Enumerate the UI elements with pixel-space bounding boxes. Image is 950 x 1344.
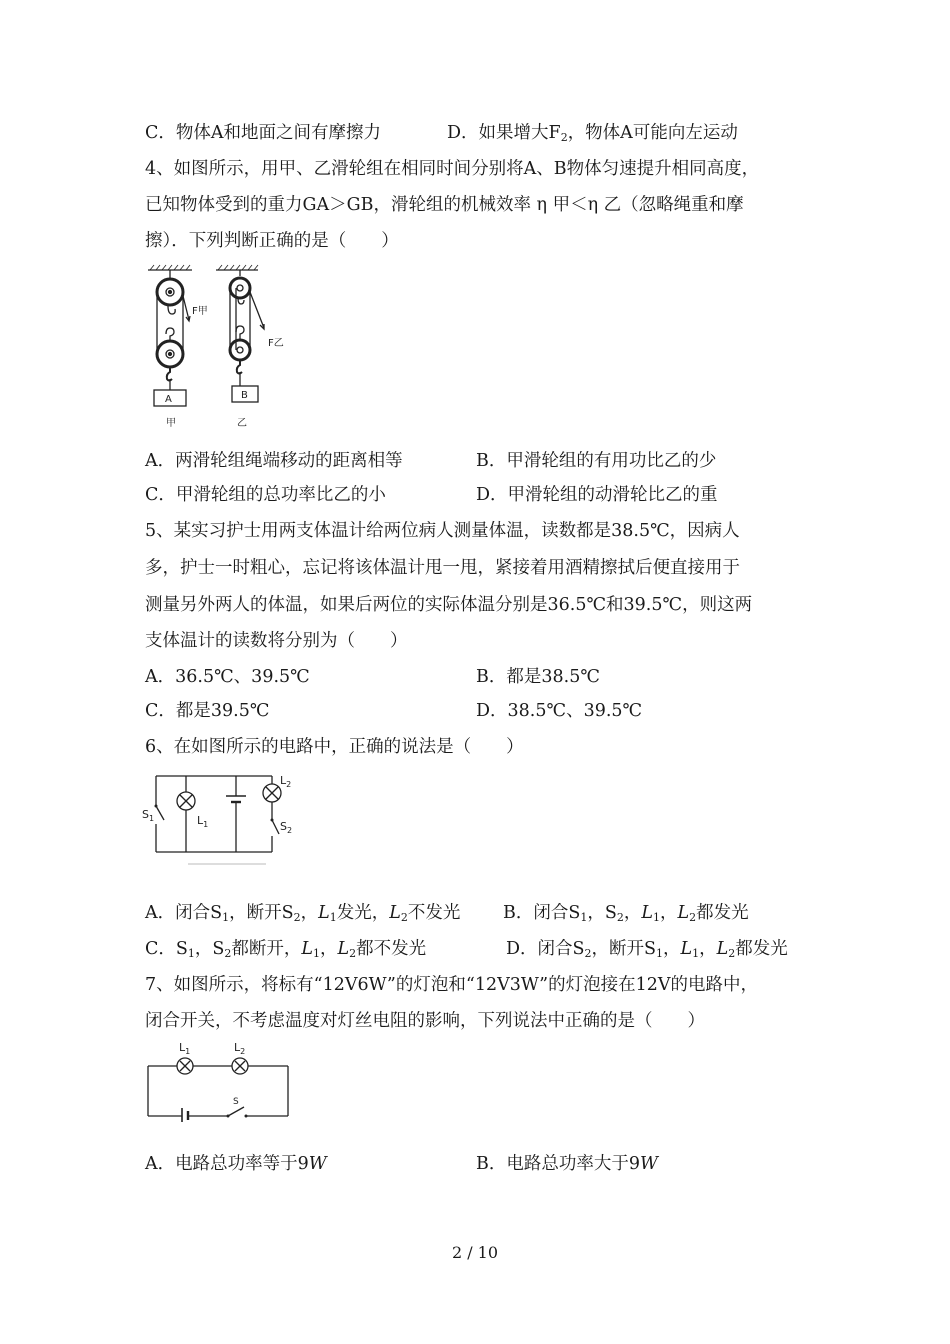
q4-stem-line-2: 已知物体受到的重力GA＞GB，滑轮组的机械效率 η 甲＜η 乙（忽略绳重和摩: [145, 195, 744, 215]
q4-option-c: C．甲滑轮组的总功率比乙的小: [145, 485, 386, 505]
switch-s2-label: $S_2$: [280, 820, 293, 835]
q7-lamp-l1-label: $L_1$: [179, 1041, 191, 1056]
q5-stem-line-4: 支体温计的读数将分别为（ ）: [145, 631, 408, 651]
lamp-l2-label: $L_2$: [280, 774, 292, 789]
q7-stem-line-2: 闭合开关，不考虑温度对灯丝电阻的影响，下列说法中正确的是（ ）: [145, 1011, 705, 1031]
caption-jia: 甲: [166, 418, 176, 429]
q5-option-d: D．38.5℃、39.5℃: [476, 701, 643, 721]
q6-stem-line-1: 6、在如图所示的电路中，正确的说法是（ ）: [145, 737, 524, 757]
force-label-yi: F乙: [268, 338, 284, 349]
q5-stem-line-3: 测量另外两人的体温，如果后两位的实际体温分别是36.5℃和39.5℃，则这两: [145, 595, 753, 615]
q7-switch-label: S: [233, 1097, 239, 1107]
q6-option-d: D．闭合$S_2$，断开$S_1$，$L_1$，$L_2$都发光: [506, 939, 788, 960]
q5-stem-line-1: 5、某实习护士用两支体温计给两位病人测量体温，读数都是38.5℃，因病人: [145, 521, 740, 541]
caption-yi: 乙: [237, 418, 247, 429]
q7-circuit-figure: [140, 1036, 300, 1122]
switch-s1-label: $S_1$: [142, 808, 155, 823]
q6-option-c: C．$S_1$，$S_2$都断开，$L_1$，$L_2$都不发光: [145, 939, 427, 960]
q4-option-d: D．甲滑轮组的动滑轮比乙的重: [476, 485, 718, 505]
lamp-l1-label: $L_1$: [197, 814, 209, 829]
pulley-system-yi: [230, 270, 264, 402]
q3-option-d: D．如果增大$F_2$，物体A可能向左运动: [447, 123, 738, 144]
q3-option-c: C．物体A和地面之间有摩擦力: [145, 123, 382, 143]
q6-option-a: A．闭合$S_1$，断开$S_2$，$L_1$发光，$L_2$不发光: [145, 903, 461, 924]
q5-option-b: B．都是38.5℃: [476, 667, 600, 687]
q6-option-b: B．闭合$S_1$，$S_2$，$L_1$，$L_2$都发光: [503, 903, 749, 924]
q4-option-b: B．甲滑轮组的有用功比乙的少: [476, 451, 717, 471]
box-b-label: B: [241, 390, 248, 401]
q4-stem-line-1: 4、如图所示，用甲、乙滑轮组在相同时间分别将A、B物体匀速提升相同高度，: [145, 159, 760, 179]
page-number: 2 / 10: [451, 1243, 499, 1262]
q5-option-a: A．36.5℃、39.5℃: [145, 667, 310, 687]
pulley-system-jia: [154, 270, 190, 406]
q7-stem-line-1: 7、如图所示，将标有“12V6W”的灯泡和“12V3W”的灯泡接在12V的电路中，: [145, 975, 759, 995]
force-label-jia: F甲: [192, 306, 208, 317]
q6-circuit-figure: [140, 768, 305, 868]
q5-option-c: C．都是39.5℃: [145, 701, 270, 721]
q5-stem-line-2: 多，护士一时粗心，忘记将该体温计甩一甩，紧接着用酒精擦拭后便直接用于: [145, 558, 740, 578]
q4-option-a: A．两滑轮组绳端移动的距离相等: [145, 451, 403, 471]
q4-stem-line-3: 擦）．下列判断正确的是（ ）: [145, 231, 399, 251]
q7-option-b: B．电路总功率大于9W: [476, 1154, 658, 1174]
pulley-figure: [140, 262, 300, 432]
q7-option-a: A．电路总功率等于9W: [145, 1154, 327, 1174]
q7-lamp-l2-label: $L_2$: [234, 1041, 246, 1056]
box-a-label: A: [165, 394, 172, 405]
